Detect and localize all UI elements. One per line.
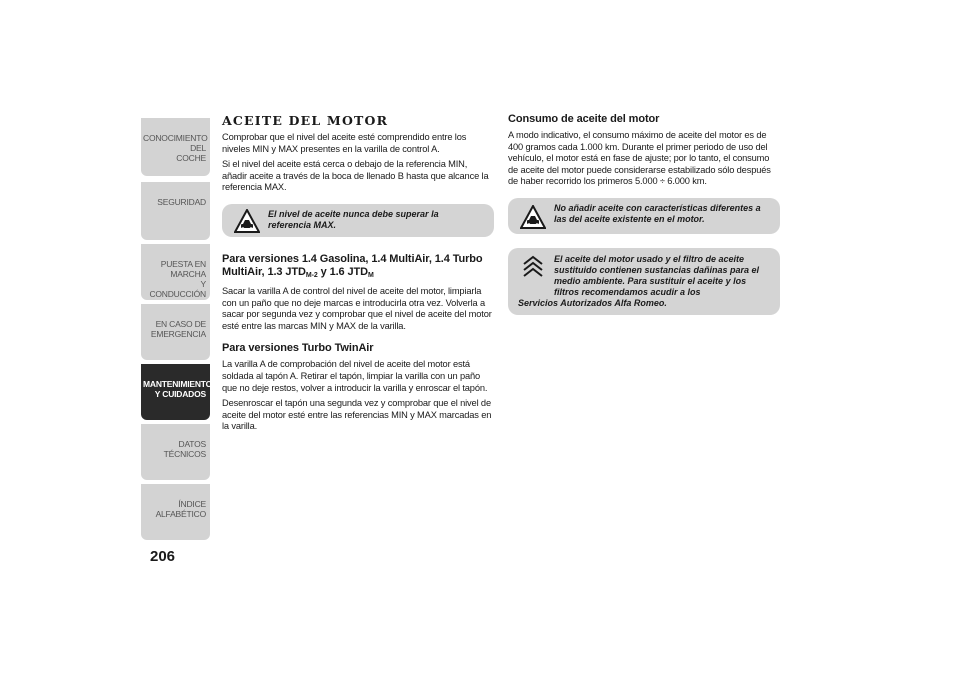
sidebar-tab-label: ÍNDICE ALFABÉTICO [155, 499, 206, 519]
warning-text: No añadir aceite con características diferentes a las del aceite existente en el motor. [554, 202, 761, 224]
recycle-arrows-icon [520, 254, 546, 278]
subheading-versions: Para versiones 1.4 Gasolina, 1.4 MultiAir, 1.4 Turbo MultiAir, 1.3 $JTD_{M-2}$ y 1.6 $JTD_M$ [222, 252, 483, 279]
sidebar-tab[interactable] [141, 424, 210, 480]
sidebar-tab[interactable] [141, 244, 210, 300]
car-warning-icon [520, 205, 546, 229]
sidebar-tab[interactable] [141, 118, 210, 176]
right-column [508, 113, 780, 325]
paragraph: Sacar la varilla A de control del nivel de aceite del motor, limpiarla con un paño que no deje marcas e introducirla otra vez. Volverla a sacar por segunda vez y comprobar que el nivel de aceite del motor esté entre las marcas MIN y MAX de la varilla. [222, 285, 492, 331]
sidebar-tab-label: EN CASO DE [155, 319, 206, 329]
environment-note [508, 248, 780, 315]
sidebar-tab-label: MANTENIMIENTO [143, 379, 213, 389]
paragraph: Comprobar que el nivel del aceite esté comprendido entre los niveles MIN y MAX presentes en la varilla de control A. [222, 132, 467, 154]
paragraph: Si el nivel del aceite está cerca o debajo de la referencia MIN, añadir aceite a través de la boca de llenado B hasta que alcance la referencia MAX. [222, 159, 489, 193]
sidebar-tab-label: SEGURIDAD [157, 197, 206, 207]
paragraph: Desenroscar el tapón una segunda vez y comprobar que el nivel de aceite del motor esté entre las referencias MIN y MAX marcadas en la varilla. [222, 398, 492, 432]
sidebar-tab[interactable] [141, 182, 210, 240]
sidebar-tab-label: COCHE [176, 153, 206, 163]
environment-text-end: Servicios Autorizados Alfa Romeo. [518, 297, 667, 308]
sidebar-tab-label: DATOS TÉCNICOS [163, 439, 206, 459]
environment-text: El aceite del motor usado y el filtro de aceite sustituido contienen sustancias dañinas para el medio ambiente. Para sustituir el aceite y los filtros recomendamos acudir a los [554, 253, 760, 297]
sidebar-tab-label: Y CUIDADOS [154, 389, 206, 399]
paragraph: La varilla A de comprobación del nivel de aceite del motor está soldada al tapón A. Retirar el tapón, limpiar la varilla con un paño que no deje restos, volver a introducir la varilla y enroscar el tapón. [222, 359, 488, 393]
sidebar-tab[interactable] [141, 484, 210, 540]
sidebar-tab[interactable] [141, 364, 213, 420]
warning-text: El nivel de aceite nunca debe superar la referencia MAX. [268, 208, 439, 230]
warning-note [222, 204, 494, 237]
paragraph: A modo indicativo, el consumo máximo de aceite del motor es de 400 gramos cada 1.000 km. Durante el primer periodo de uso del vehículo, el motor está en fase de ajuste; por lo tanto, el consumo de aceite del motor puede considerarse estabilizado sólo después de haber recorrido los primeros 5.000 ÷ 6.000 km. [508, 130, 771, 187]
left-column [222, 113, 494, 437]
sidebar-tab[interactable] [141, 304, 210, 360]
subheading-twinair: Para versiones Turbo TwinAir [222, 342, 374, 355]
sidebar-tab-label: PUESTA EN MARCHA [160, 259, 206, 279]
car-warning-icon [234, 209, 260, 233]
section-title: ACEITE DEL MOTOR [222, 113, 389, 128]
sidebar-tab-label: EMERGENCIA [150, 329, 206, 339]
page-number: 206 [150, 548, 176, 565]
subheading-consumo: Consumo de aceite del motor [508, 113, 660, 125]
warning-note [508, 198, 780, 234]
sidebar-tab-label: CONOCIMIENTO DEL [143, 133, 208, 153]
sidebar-tab-label: Y CONDUCCIÓN [149, 279, 206, 299]
